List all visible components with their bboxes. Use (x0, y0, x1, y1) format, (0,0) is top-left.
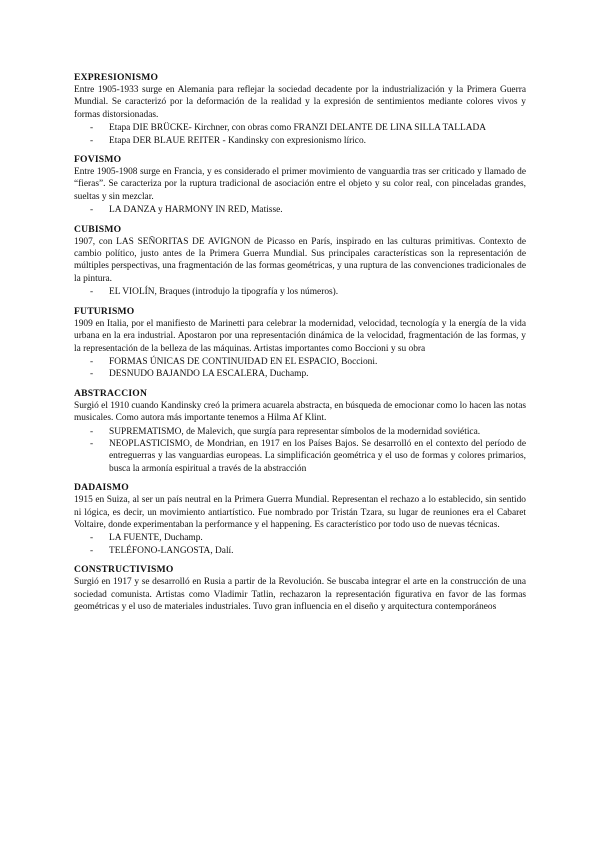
section-paragraph: 1915 en Suiza, al ser un país neutral en la Primera Guerra Mundial. Representan el rechazo a lo establecido, sin sentido ni lógica, es decir, un movimiento antiartístico. Fue nombrado por Tristán Tzara, su lugar de reuniones era el Cabaret Voltaire, donde experimentaban la performance y el happening. Es característico por todo uso de nuevas técnicas. (74, 495, 526, 530)
item-list (74, 204, 526, 216)
list-item: - LA FUENTE, Duchamp. (90, 532, 526, 544)
list-item: - Etapa DIE BRÜCKE- Kirchner, con obras como FRANZI DELANTE DE LINA SILLA TALLADA (90, 122, 526, 134)
section-paragraph: Surgió el 1910 cuando Kandinsky creó la primera acuarela abstracta, en búsqueda de emocionar como lo hacen las notas musicales. Como autora más importante tenemos a Hilma Af Klint. (74, 400, 527, 424)
list-item: - FORMAS ÚNICAS DE CONTINUIDAD EN EL ESPACIO, Boccioni. (90, 356, 526, 368)
section-dadaismo (74, 482, 526, 557)
section-title: CONSTRUCTIVISMO (74, 564, 174, 576)
section-paragraph: Surgió en 1917 y se desarrolló en Rusia a partir de la Revolución. Se buscaba integrar el arte en la construcción de una sociedad comunista. Artistas como Vladimir Tatlin, rechazaron la representación figurativa en favor de las formas geométricas y el uso de materiales industriales. Tuvo gran influencia en el diseño y arquitectura contemporáneos (74, 577, 526, 612)
list-item: - TELÉFONO-LANGOSTA, Dalí. (90, 545, 526, 557)
item-list (74, 122, 526, 147)
section-cubismo (74, 224, 526, 299)
section-paragraph: 1909 en Italia, por el manifiesto de Marinetti para celebrar la modernidad, velocidad, tecnología y la energía de la vida urbana en la era industrial. Apostaron por una representación dinámica de la velocidad, fragmentación de las formas, y la representación de la belleza de las máquinas. Artistas importantes como Boccioni y su obra (74, 318, 526, 354)
item-list (74, 426, 526, 476)
list-item: - Etapa DER BLAUE REITER - Kandinsky con expresionismo lírico. (90, 135, 526, 147)
list-item: - EL VIOLÍN, Braques (introdujo la tipografía y los números). (90, 286, 526, 298)
item-list (74, 532, 526, 557)
list-item: - DESNUDO BAJANDO LA ESCALERA, Duchamp. (90, 368, 526, 380)
item-list (74, 286, 526, 298)
section-title: FOVISMO (74, 154, 122, 166)
section-title: EXPRESIONISMO (74, 72, 159, 83)
section-futurismo (74, 306, 526, 381)
section-expresionismo (74, 72, 526, 147)
section-paragraph: 1907, con LAS SEÑORITAS DE AVIGNON de Picasso en París, inspirado en las culturas primitivas. Contexto de cambio político, justo antes de la Primera Guerra Mundial. Sus principales características son la representación de múltiples perspectivas, una fragmentación de las formas geométricas, y una ruptura de las convenciones tradicionales de la pintura. (74, 236, 526, 284)
section-abstraccion (74, 388, 526, 475)
item-list (74, 356, 526, 381)
list-item: - NEOPLASTICISMO, de Mondrian, en 1917 en los Países Bajos. Se desarrolló en el contexto del período de entreguerras y las vanguardias europeas. La simplificación geométrica y el uso de formas y colores primarios, busca la armonía espiritual a través de la abstracción (90, 438, 526, 475)
section-title: CUBISMO (74, 223, 122, 235)
list-item: - LA DANZA y HARMONY IN RED, Matisse. (90, 204, 526, 216)
list-item: - SUPREMATISMO, de Malevich, que surgía para representar símbolos de la modernidad soviética. (90, 426, 526, 438)
section-title: FUTURISMO (74, 305, 135, 317)
section-paragraph: Entre 1905-1933 surge en Alemania para reflejar la sociedad decadente por la industrialización y la Primera Guerra Mundial. Se caracterizó por la deformación de la realidad y la expresión de sentimientos mediante colores vivos y formas distorsionadas. (74, 85, 526, 120)
section-paragraph: Entre 1905-1908 surge en Francia, y es considerado el primer movimiento de vanguardia tras ser criticado y llamado de “fieras”. Se caracteriza por la ruptura tradicional de asociación entre el objeto y su color real, con pinceladas grandes, sueltas y sin mezclar. (74, 167, 526, 202)
section-constructivismo (74, 564, 526, 613)
section-title: ABSTRACCION (74, 387, 148, 399)
section-title: DADAISMO (74, 482, 129, 494)
section-fovismo (74, 154, 526, 217)
